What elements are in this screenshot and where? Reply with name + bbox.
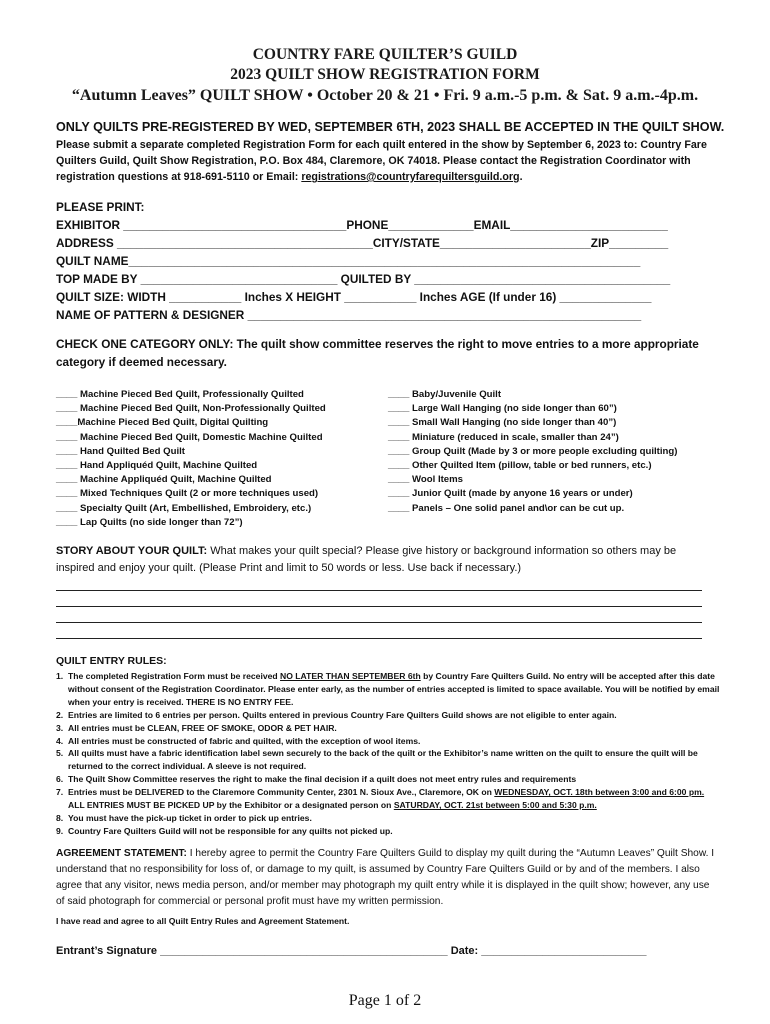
rule-item xyxy=(56,825,726,838)
rule-number: 3. xyxy=(56,722,64,733)
story-line[interactable] xyxy=(56,606,702,607)
rule-text: All entries must be CLEAN, FREE OF SMOKE, ODOR & PET HAIR. xyxy=(68,722,337,733)
rule-number: 6. xyxy=(56,774,64,785)
exhibitor-phone-email-fields[interactable]: EXHIBITOR __________________________________PHONE_____________EMAIL________________________ xyxy=(56,218,668,232)
rule-item xyxy=(56,722,726,735)
category-list-left xyxy=(56,388,326,530)
rule-item xyxy=(56,747,726,773)
instructions-end: . xyxy=(519,171,523,183)
rule-number: 7. xyxy=(56,787,64,798)
category-option[interactable]: ____ Machine Pieced Bed Quilt, Domestic Machine Quilted xyxy=(56,431,323,443)
rule-item xyxy=(56,735,726,748)
rules-title: QUILT ENTRY RULES: xyxy=(56,655,167,667)
rule-item xyxy=(56,812,726,825)
story-label: STORY ABOUT YOUR QUILT: xyxy=(56,545,208,557)
category-list-right xyxy=(388,388,677,516)
agreement-text: I hereby agree to permit the Country Fare Quilters Guild to display my quilt during the “Autumn Leaves” Quilt Show. I understand that no responsibility for loss of, or damage to my quilt, is assumed by Country Fare Quilters Guild or by and of the members. I also agree that any visitor, news media person, and/or member may photograph my quilt entry while it is displayed in the quilt show; however, any use of said photograph for commercial or personal profit must have my written permission. xyxy=(56,848,715,907)
form-title: 2023 QUILT SHOW REGISTRATION FORM xyxy=(230,66,540,83)
agreement-label: AGREEMENT STATEMENT: xyxy=(56,848,187,859)
rule-text: The completed Registration Form must be received xyxy=(68,671,281,681)
story-line[interactable] xyxy=(56,622,702,623)
agreement-statement xyxy=(56,846,720,910)
please-print-label: PLEASE PRINT: xyxy=(56,200,145,214)
rule-item xyxy=(56,670,726,709)
rule-item xyxy=(56,786,726,812)
show-details: “Autumn Leaves” QUILT SHOW • October 20 & 21 • Fri. 9 a.m.-5 p.m. & Sat. 9 a.m.-4p.m. xyxy=(71,87,699,104)
rule-text: Entries must be DELIVERED to the Claremore Community Center, 2301 N. Sioux Ave., Claremore, OK on xyxy=(68,787,495,798)
rule-item xyxy=(56,709,726,722)
top-made-quilted-by-fields[interactable]: TOP MADE BY ______________________________ QUILTED BY _______________________________________ xyxy=(56,272,671,286)
quilt-story-prompt xyxy=(56,543,716,576)
rule-text: You must have the pick-up ticket in order to pick up entries. xyxy=(68,812,312,823)
category-option[interactable]: ____ Machine Appliquéd Quilt, Machine Quilted xyxy=(56,474,272,486)
registration-email-link[interactable]: registrations@countryfarequiltersguild.org xyxy=(301,171,520,183)
category-option[interactable]: ____ Wool Items xyxy=(388,474,464,486)
rule-text: Country Fare Quilters Guild will not be responsible for any quilts not picked up. xyxy=(68,825,393,836)
preregistration-notice: ONLY QUILTS PRE-REGISTERED BY WED, SEPTEMBER 6TH, 2023 SHALL BE ACCEPTED IN THE QUILT SHOW. xyxy=(56,120,725,134)
category-option[interactable]: ____ Junior Quilt (made by anyone 16 years or under) xyxy=(388,488,633,500)
category-option[interactable]: ____ Large Wall Hanging (no side longer than 60”) xyxy=(388,403,617,415)
story-instructions: What makes your quilt special? Please give history or background information so others may be inspired and enjoy your quilt. (Please Print and limit to 50 words or less. Use back if necessary.) xyxy=(56,545,677,574)
signature-date-fields[interactable]: Entrant’s Signature _______________________________________________ Date: ___________________________ xyxy=(56,945,647,957)
category-option[interactable]: ____ Small Wall Hanging (no side longer than 40”) xyxy=(388,417,617,429)
category-option[interactable]: ____Machine Pieced Bed Quilt, Digital Quilting xyxy=(56,417,269,429)
category-option[interactable]: ____ Miniature (reduced in scale, smaller than 24”) xyxy=(388,431,619,443)
rule-pickup-date: SATURDAY, OCT. 21st between 5:00 and 5:30 p.m. xyxy=(393,800,597,811)
category-heading: CHECK ONE CATEGORY ONLY: The quilt show committee reserves the right to move entries to a more appropriate category if deemed necessary. xyxy=(56,337,699,369)
rule-delivery-date: WEDNESDAY, OCT. 18th between 3:00 and 6:00 pm. xyxy=(494,787,705,798)
entry-rules-list xyxy=(56,670,726,838)
guild-name: COUNTRY FARE QUILTER’S GUILD xyxy=(252,46,518,63)
rule-number: 1. xyxy=(56,671,64,681)
category-option[interactable]: ____ Baby/Juvenile Quilt xyxy=(388,389,502,400)
category-option[interactable]: ____ Hand Quilted Bed Quilt xyxy=(56,445,186,457)
read-and-agree-statement: I have read and agree to all Quilt Entry Rules and Agreement Statement. xyxy=(56,916,350,926)
instructions-text: Please submit a separate completed Registration Form for each quilt entered in the show by September 6, 2023 to: Country Fare Quilters Guild, Quilt Show Registration, P.O. Box 484, Claremore, OK 74018. Please contact the Registration Coordinator with registration questions at 918-691-5110 or Email: xyxy=(56,139,707,183)
rule-text: Entries are limited to 6 entries per person. Quilts entered in previous Country Fare Quilters Guild shows are not eligible to enter again. xyxy=(68,709,617,720)
rule-number: 9. xyxy=(56,825,64,836)
story-line[interactable] xyxy=(56,590,702,591)
rule-text: ALL ENTRIES MUST BE PICKED UP by the Exhibitor or a designated person on xyxy=(68,800,394,811)
rule-number: 2. xyxy=(56,709,64,720)
category-option[interactable]: ____ Other Quilted Item (pillow, table or bed runners, etc.) xyxy=(388,459,652,471)
category-option[interactable]: ____ Hand Appliquéd Quilt, Machine Quilted xyxy=(56,459,258,471)
rule-text: All quilts must have a fabric identification label sewn securely to the back of the quilt or the Exhibitor’s name written on the quilt to ensure the quilt will be returned to the correct individual. A sleeve is not required. xyxy=(68,748,698,772)
category-option[interactable]: ____ Lap Quilts (no side longer than 72”) xyxy=(56,516,243,528)
rule-text: All entries must be constructed of fabric and quilted, with the exception of wool items. xyxy=(68,735,421,746)
category-option[interactable]: ____ Machine Pieced Bed Quilt, Non-Professionally Quilted xyxy=(56,403,326,415)
submission-instructions xyxy=(56,137,718,185)
rule-text: by Country Fare Quilters Guild. No entry will be accepted after this date without consent of the Registration Coordinator. Please enter early, as the number of entries accepted is limited to space available. You will be notified by email when your entry is received. THERE IS NO ENTRY FEE. xyxy=(68,671,720,707)
rule-number: 4. xyxy=(56,735,64,746)
category-option[interactable]: ____ Machine Pieced Bed Quilt, Professionally Quilted xyxy=(56,389,304,400)
page-number: Page 1 of 2 xyxy=(348,992,422,1009)
category-option[interactable]: ____ Specialty Quilt (Art, Embellished, Embroidery, etc.) xyxy=(56,502,312,514)
category-option[interactable]: ____ Mixed Techniques Quilt (2 or more techniques used) xyxy=(56,488,319,500)
story-line[interactable] xyxy=(56,638,702,639)
quilt-size-age-fields[interactable]: QUILT SIZE: WIDTH ___________ Inches X HEIGHT ___________ Inches AGE (If under 16) ______________ xyxy=(56,290,652,304)
rule-number: 5. xyxy=(56,748,64,759)
address-city-zip-fields[interactable]: ADDRESS _______________________________________CITY/STATE_______________________ZIP_________ xyxy=(56,236,669,250)
rule-number: 8. xyxy=(56,812,64,823)
category-option[interactable]: ____ Panels – One solid panel and\or can be cut up. xyxy=(388,502,625,514)
rule-deadline: NO LATER THAN SEPTEMBER 6th xyxy=(280,671,421,681)
category-option[interactable]: ____ Group Quilt (Made by 3 or more people excluding quilting) xyxy=(388,445,678,457)
rule-text: The Quilt Show Committee reserves the right to make the final decision if a quilt does not meet entry rules and requirements xyxy=(68,774,577,785)
rule-item xyxy=(56,773,726,786)
pattern-designer-field[interactable]: NAME OF PATTERN & DESIGNER ____________________________________________________________ xyxy=(56,308,642,322)
quilt-name-field[interactable]: QUILT NAME______________________________________________________________________________ xyxy=(56,254,641,268)
